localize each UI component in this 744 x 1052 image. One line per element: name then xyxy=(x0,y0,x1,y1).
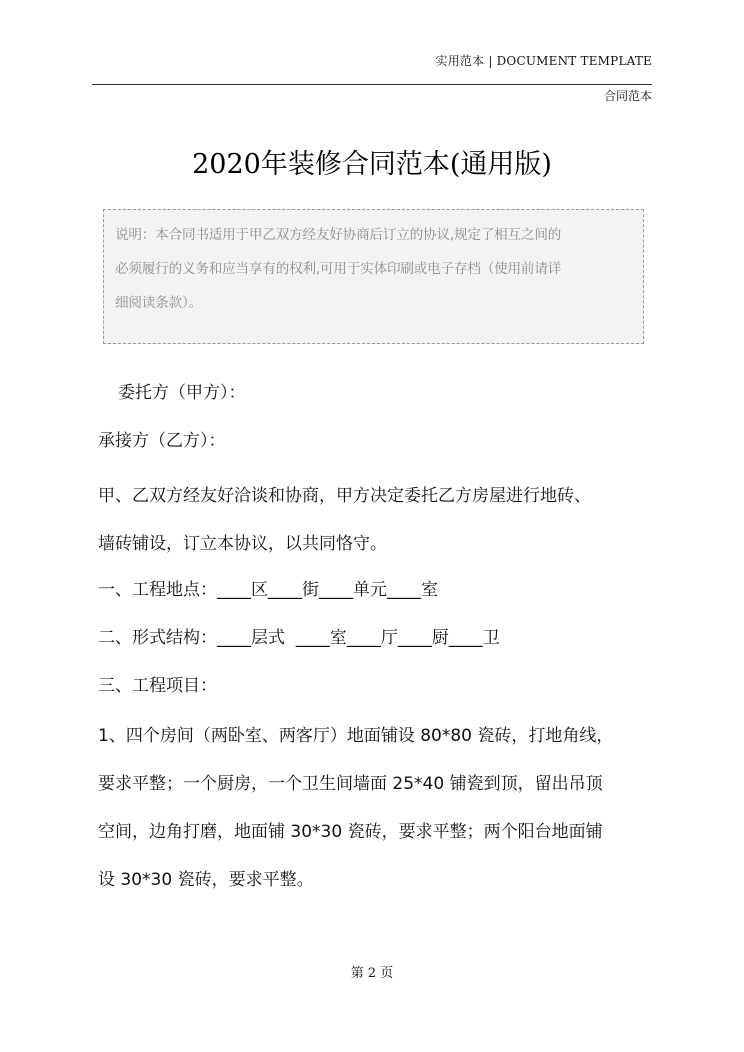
clause-project-location xyxy=(98,566,668,614)
party-b-label: 承接方（乙方）： xyxy=(98,431,226,451)
instruction-note-box xyxy=(103,209,644,344)
header-divider xyxy=(92,84,652,85)
intro-paragraph xyxy=(98,472,668,568)
clause-project-items xyxy=(98,662,668,710)
clause-text: 二、形式结构：____层式 ____室____厅____厨____卫 xyxy=(98,628,500,648)
document-title: 2020年装修合同范本(通用版) xyxy=(192,149,552,180)
party-a-line xyxy=(118,369,688,417)
note-line: 说明：本合同书适用于甲乙双方经友好协商后订立的协议,规定了相互之间的 xyxy=(115,227,562,243)
clause-text: 一、工程地点：____区____街____单元____室 xyxy=(98,580,438,600)
intro-line: 甲、乙双方经友好洽谈和协商，甲方决定委托乙方房屋进行地砖、 xyxy=(98,486,591,506)
header-document-template-label: 实用范本 | DOCUMENT TEMPLATE xyxy=(435,54,652,68)
clause-structure xyxy=(98,614,668,662)
note-line: 细阅读条款）。 xyxy=(115,295,202,311)
header-category-label: 合同范本 xyxy=(603,89,652,103)
party-b-line xyxy=(98,417,668,465)
detail-line: 要求平整；一个厨房，一个卫生间墙面 25*40 铺瓷到顶，留出吊顶 xyxy=(98,774,603,794)
party-a-label: 委托方（甲方）： xyxy=(118,383,246,403)
detail-line: 1、四个房间（两卧室、两客厅）地面铺设 80*80 瓷砖，打地角线， xyxy=(98,726,614,746)
project-detail-paragraph xyxy=(98,712,668,904)
clause-text: 三、工程项目： xyxy=(98,676,217,696)
intro-line: 墙砖铺设，订立本协议，以共同恪守。 xyxy=(98,534,387,554)
note-line: 必须履行的义务和应当享有的权利,可用于实体印刷或电子存档（使用前请详 xyxy=(115,261,562,277)
detail-line: 空间，边角打磨，地面铺 30*30 瓷砖，要求平整；两个阳台地面铺 xyxy=(98,822,603,842)
page-number: 第 2 页 xyxy=(350,966,394,981)
detail-line: 设 30*30 瓷砖，要求平整。 xyxy=(98,870,314,890)
